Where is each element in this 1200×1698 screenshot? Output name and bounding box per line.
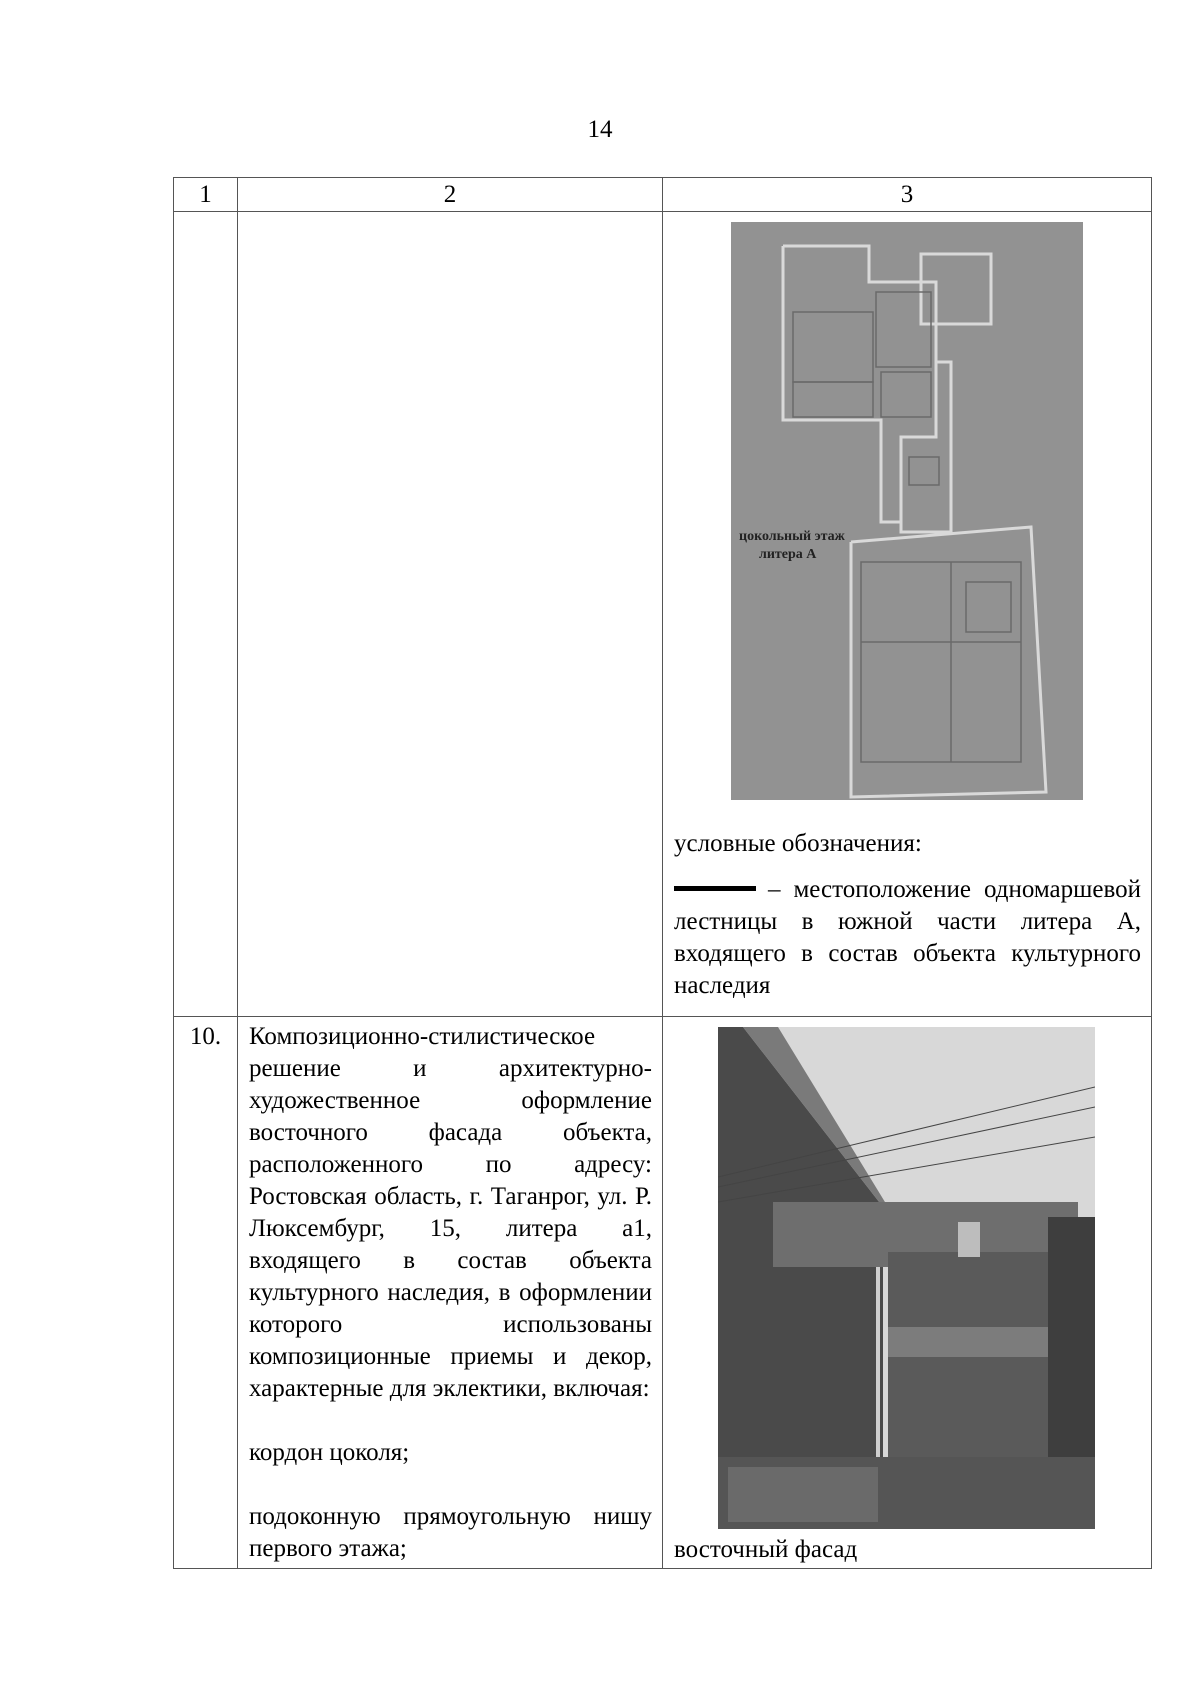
description-cell-empty [238,212,663,1017]
header-col-2: 2 [238,178,663,212]
illustration-cell [663,1017,1152,1569]
table-row [174,1017,1152,1569]
floor-plan-image [731,222,1083,800]
legend-dash: – [768,876,781,903]
legend-title: условные обозначения: [674,830,922,857]
legend-line-swatch [674,886,756,891]
description-text: Композиционно-стилистическое решение и архитектурно-художественное оформление восточного фасада объекта, расположенного по адресу: Ростовская область, г. Таганрог, ул. Р. Люксембург, 15, литера а1, входящего в состав объекта культурного наследия, в оформлении которого использованы композиционные приемы и декор, характерные для эклектики, включая: [249,1023,652,1402]
plan-label-1: цокольный этаж [739,529,845,544]
photo-caption: восточный фасад [674,1536,858,1563]
header-col-1: 1 [174,178,238,212]
illustration-cell [663,212,1152,1017]
plan-label-2: литера А [759,547,817,562]
legend-text: местоположение одномаршевой лестницы в южной части литера А, входящего в состав объекта культурного наследия [674,876,1141,999]
list-item: подоконную прямоугольную нишу первого этажа; [249,1503,652,1562]
table-row [174,212,1152,1017]
east-facade-photo [718,1027,1095,1529]
row-number [174,212,238,1017]
page-number: 14 [587,116,613,143]
heritage-table [173,177,1152,1569]
legend-entry [674,874,1141,1002]
header-col-3: 3 [663,178,1152,212]
description-cell [238,1017,663,1569]
row-number: 10. [174,1017,238,1569]
table-header-row [174,178,1152,212]
list-item: кордон цоколя; [249,1439,410,1466]
